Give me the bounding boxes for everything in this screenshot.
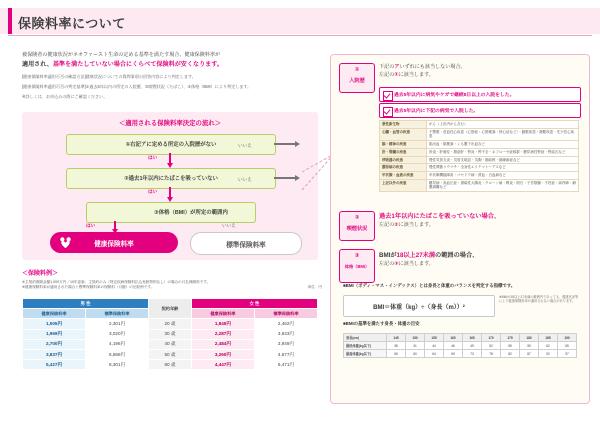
criteria-panel (330, 54, 590, 404)
cell-male-standard: 8,301円 (86, 360, 149, 370)
checkbox-icon[interactable] (383, 91, 393, 101)
criteria-2-text (379, 212, 579, 229)
disease-detail: 糖尿病・高血圧症・潰瘍性大腸炎・クローン病・膵炎・胆石・子宮筋腫・不妊症・緑内障・網膜剥離など (427, 179, 579, 191)
cell-age: 50 歳 (149, 349, 192, 359)
premium-table-group-header (23, 299, 318, 309)
flow-step-1-label: ①右記アに定める所定の入院歴がない (125, 142, 217, 148)
bmi-col: 170 (482, 334, 501, 342)
premium-unit: 単位：円 (307, 285, 322, 290)
bmi-cell: 87 (520, 350, 539, 358)
criteria-1-check-1[interactable] (379, 87, 581, 102)
flow-no-1: いいえ (238, 143, 252, 148)
page-title-bar (0, 8, 600, 34)
bmi-cell: 97 (558, 350, 577, 358)
table-row (23, 349, 318, 359)
criteria-badge-1-number: ① (354, 67, 360, 73)
bmi-cell: 65 (558, 342, 577, 350)
premium-note-1: ※主契約保険金額1,000万円／10年更新、主契約のみ（特定疾病保険料払込免除特則なし）の場合の月払保険料です。 (22, 280, 211, 284)
table-row (380, 141, 579, 149)
bmi-reference-table (343, 333, 577, 358)
bmi-cell: 41 (406, 342, 425, 350)
criteria-3-main-post: の範囲の場合、 (435, 252, 479, 259)
flow-step-2-label: ②過去1年以内にたばこを吸っていない (124, 176, 218, 182)
cell-male-standard: 2,301円 (86, 319, 149, 329)
criteria-badge-1 (339, 63, 375, 93)
bmi-row-label: 最低体重(kg以下) (344, 342, 387, 350)
cell-female-standard: 3,643円 (254, 329, 317, 339)
flow-arrow-right-2 (274, 177, 296, 179)
disease-category: 呼吸器の疾患 (380, 156, 427, 164)
criteria-badge-3-number: ③ (354, 253, 360, 259)
cell-male-health: 1,969円 (23, 329, 86, 339)
bmi-col: 165 (463, 334, 482, 342)
disease-category: 膠原病の疾患 (380, 164, 427, 172)
disease-detail: 不整脈・虚血性心疾患（心筋症・心筋梗塞・狭心症など）・動脈疾患・静脈疾患・先天性心疾患 (427, 128, 579, 140)
flow-no-3: いいえ (222, 223, 236, 228)
bmi-cell: 92 (539, 350, 558, 358)
flow-arrow-down-1 (169, 153, 171, 164)
table-row (380, 164, 579, 172)
flow-step-3-label: ③体格（BMI）が所定の範囲内 (154, 210, 228, 216)
table-row (344, 350, 577, 358)
bmi-cell: 73 (463, 350, 482, 358)
bmi-cell: 59 (520, 342, 539, 350)
table-row (380, 121, 579, 129)
table-row (23, 329, 318, 339)
premium-header-male-standard: 標準保険料率 (86, 309, 149, 319)
disease-detail: がん（上皮内がん含む） (427, 121, 579, 129)
flow-result-standard-label: 標準保険料率 (226, 242, 266, 249)
bmi-formula-box (343, 295, 495, 317)
bmi-cell: 44 (425, 342, 444, 350)
flow-arrow-right-1 (274, 143, 296, 145)
criteria-2-line2-post: に該当します。 (398, 221, 434, 228)
bmi-col: 145 (387, 334, 406, 342)
bmi-cell: 52 (482, 342, 501, 350)
criteria-1-check-2[interactable] (379, 103, 581, 118)
lead-line-2-prefix: 適用され、 (22, 60, 53, 68)
cell-female-health: 2,484円 (191, 339, 254, 349)
premium-note-2: ※健康保険料率が適用された場合と標準保険料率の保険料（月額）の比較例です。 (22, 285, 155, 290)
criteria-1-text-post: いずれにも該当しない場合、 (399, 64, 466, 70)
cell-age: 30 歳 (149, 329, 192, 339)
criteria-badge-3-label: 体格（BMI） (344, 264, 370, 269)
lead-note-2: [健康保険料率適用可否の判定基準]①過去5年以内の所定の入院歴、②喫煙状況（たばこ）、③体格（BMI）により判定します。 (22, 83, 252, 89)
criteria-1-line2-mark: ① (394, 71, 399, 78)
table-row (380, 172, 579, 180)
table-row (23, 360, 318, 370)
criteria-1-text (379, 64, 579, 79)
bmi-cell: 69 (444, 350, 463, 358)
title-divider (8, 35, 592, 36)
cell-male-standard: 5,868円 (86, 349, 149, 359)
disease-table (379, 120, 579, 192)
cell-male-health: 1,505円 (23, 319, 86, 329)
table-row (344, 342, 577, 350)
cell-male-standard: 4,196円 (86, 339, 149, 349)
premium-header-female-health: 健康保険料率 (191, 309, 254, 319)
criteria-3-text (379, 251, 579, 268)
cell-age: 60 歳 (149, 360, 192, 370)
table-row (23, 339, 318, 349)
criteria-3-line2-mark: ③ (394, 260, 399, 267)
premium-header-male: 男 性 (23, 299, 149, 309)
bmi-formula: BMI＝体重（kg）÷（身長（m））² (373, 305, 465, 311)
bmi-cell: 49 (463, 342, 482, 350)
cell-age: 20 歳 (149, 319, 192, 329)
bmi-col: 185 (539, 334, 558, 342)
flow-no-2: いいえ (238, 177, 252, 182)
flow-title: ＜適用される保険料率決定の流れ＞ (118, 120, 222, 127)
disease-detail: 脳出血・脳梗塞・くも膜下出血など (427, 141, 579, 149)
bmi-col: 150 (406, 334, 425, 342)
criteria-3-line2-pre: 左記の (379, 260, 395, 267)
lead-note-1: [健康保険料率適用可否の確認方法]健康状況についての質問事項の回答内容により判定します。 (22, 73, 196, 79)
bmi-col: 175 (501, 334, 520, 342)
cell-female-health: 4,447円 (191, 360, 254, 370)
disease-detail: 慢性関節リウマチ・全身性エリテマトーデスなど (427, 164, 579, 172)
cell-female-standard: 2,462円 (254, 319, 317, 329)
title-accent-bar (8, 8, 12, 34)
bmi-cell: 60 (406, 350, 425, 358)
criteria-1-check-1-label: 過去5年以内に病気やケガで継続8日以上の入院をした。 (394, 93, 515, 99)
premium-header-male-health: 健康保険料率 (23, 309, 86, 319)
bmi-col: 180 (520, 334, 539, 342)
page-title: 保険料率について (18, 16, 126, 31)
criteria-badge-2 (339, 211, 375, 241)
disease-category: 心臓・血管の疾患 (380, 128, 427, 140)
flow-yes-1: はい (148, 155, 158, 160)
bmi-col: 190 (558, 334, 577, 342)
cell-female-standard: 6,471円 (254, 360, 317, 370)
criteria-2-line2-pre: 左記の (379, 221, 395, 228)
table-row (380, 148, 579, 156)
disease-category: 上記以外の疾患 (380, 179, 427, 191)
bmi-cell: 64 (425, 350, 444, 358)
table-row (380, 179, 579, 191)
criteria-1-line2-post: に該当します。 (398, 71, 434, 78)
premium-notes (22, 280, 322, 291)
criteria-1-line2-pre: 左記の (379, 71, 395, 78)
bmi-table-heading: ■BMIの基準を満たす身長・体重の目安 (343, 321, 420, 326)
disease-category: 肝・腎臓の疾患 (380, 148, 427, 156)
criteria-2-line2-mark: ② (394, 221, 399, 228)
flow-yes-3: はい (86, 223, 96, 228)
cell-female-health: 1,845円 (191, 319, 254, 329)
criteria-3-line2-post: に該当します。 (398, 260, 434, 267)
cell-female-health: 3,260円 (191, 349, 254, 359)
criteria-1-text-pre: 下記の (379, 64, 395, 70)
cell-female-standard: 3,949円 (254, 339, 317, 349)
bmi-table-header-row (344, 334, 577, 342)
bmi-cell: 78 (482, 350, 501, 358)
bmi-definition-heading: ■BMI（ボディ・マス・インデックス）とは身長と体重のバランスを判定する指標です。 (343, 283, 516, 288)
flow-result-health (50, 232, 178, 253)
table-row (380, 128, 579, 140)
cell-female-standard: 4,677円 (254, 349, 317, 359)
checkbox-icon[interactable] (383, 107, 393, 117)
disease-category: 脳・精神の疾患 (380, 141, 427, 149)
criteria-1-mark: ア (394, 64, 400, 70)
criteria-3-main-mark: 18以上27未満 (396, 252, 436, 259)
flow-step-3 (86, 202, 256, 223)
bmi-col-height: 身長(cm) (344, 334, 387, 342)
bmi-cell: 38 (387, 342, 406, 350)
premium-header-female-standard: 標準保険料率 (254, 309, 317, 319)
bmi-col: 160 (444, 334, 463, 342)
lead-line-2-strong: 基準を満たしていない場合にくらべて保険料が安くなります。 (52, 60, 223, 68)
bmi-cell: 62 (539, 342, 558, 350)
table-row (380, 156, 579, 164)
lead-line-1: 被保険者の健康状況がネオファースト生命の定める基準を満たす場合、健康保険料率が (22, 52, 221, 58)
bmi-note: ※BMIが18以上27未満の範囲内であっても、健康状況等により健康保険料率が適用されない場合があります。 (499, 295, 579, 304)
criteria-1-check-2-label: 過去5年以内に下記の病気で入院した。 (394, 109, 479, 115)
bmi-col: 155 (425, 334, 444, 342)
criteria-2-main: 過去1年以内にたばこを吸っていない場合、 (379, 213, 501, 220)
disease-detail: 甲状腺機能障害・バセドウ病・貧血・白血病など (427, 172, 579, 180)
disease-detail: 慢性気管支炎・気管支喘息・気胸・肺結核・肺線維症など (427, 156, 579, 164)
cell-age: 40 歳 (149, 339, 192, 349)
flow-arrow-down-2 (169, 187, 171, 198)
cell-male-health: 2,700円 (23, 339, 86, 349)
cell-male-health: 3,837円 (23, 349, 86, 359)
premium-table (22, 298, 318, 370)
flow-yes-2: はい (148, 189, 158, 194)
lead-note-3: ※詳しくは、お申込みの際にご確認ください。 (22, 94, 108, 100)
premium-heading: ＜保険料例＞ (22, 271, 59, 277)
disease-detail: 肝炎・肝硬変・脂肪肝・腎炎・腎不全・ネフローゼ症候群・糖尿病性腎症・腎結石など (427, 148, 579, 156)
criteria-badge-3 (339, 249, 375, 283)
flow-result-standard (190, 232, 302, 255)
bmi-cell: 56 (387, 350, 406, 358)
flow-panel (22, 112, 318, 260)
criteria-badge-2-number: ② (354, 215, 360, 221)
table-row (23, 319, 318, 329)
bmi-row-label: 最高体重(kg以下) (344, 350, 387, 358)
criteria-badge-1-label: 入院歴 (349, 78, 365, 84)
lead-paragraph (22, 52, 322, 100)
premium-header-age: 契約年齢 (149, 299, 192, 319)
flow-result-health-label: 健康保険料率 (94, 241, 134, 248)
flow-arrow-down-3 (114, 221, 116, 230)
disease-category: 悪性新生物 (380, 121, 427, 129)
criteria-3-main-pre: BMIが (379, 252, 397, 259)
bmi-cell: 55 (501, 342, 520, 350)
disease-category: 甲状腺・血液の疾患 (380, 172, 427, 180)
criteria-badge-2-label: 喫煙状況 (346, 226, 368, 232)
cell-male-health: 5,427円 (23, 360, 86, 370)
cell-female-health: 2,287円 (191, 329, 254, 339)
cell-male-standard: 3,020円 (86, 329, 149, 339)
bmi-cell: 82 (501, 350, 520, 358)
premium-header-female: 女 性 (191, 299, 317, 309)
bmi-cell: 46 (444, 342, 463, 350)
